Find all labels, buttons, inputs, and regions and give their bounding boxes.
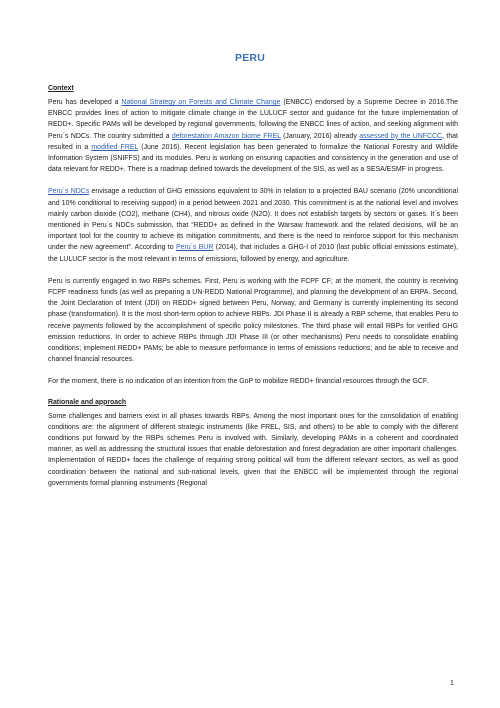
link-peru-ndcs[interactable]: Peru´s NDCs — [48, 188, 90, 196]
text-run: envisage a reduction of GHG emissions equivalent to 30% in relation to a projected BAU scenario (20% unconditional and 10% conditional to receiving support) in a period between 2021 and 2030. This commitment is at the national level and involves mainly carbon dioxide (CO2), methane (CH4), and nitrous oxide (N2O). It does not establish targets by sectors or gases. It´s been mentioned in Peru´s NDCs submission, that “REDD+ as defined in the Warsaw framework and the related decisions, will be an important tool for the country to achieve its mitigation commitments, and there is the need to reinforce support for this mechanism under the new agreement”. According to — [48, 188, 458, 252]
text-run: Peru has developed a — [48, 99, 122, 106]
link-peru-bur[interactable]: Peru´s BUR — [175, 244, 214, 252]
text-run: , that resulted in a — [48, 132, 458, 151]
link-modified-frel[interactable]: modified FREL — [91, 143, 139, 151]
paragraph-rbps: Peru is currently engaged in two RBPs schemes. First, Peru is working with the FCPF CF; at the moment, the country is receiving FCPF readiness funds (as well as preparing a UN-REDD National Programme), and planning the development of an ERPA. Second, the Joint Declaration of Intent (JDI) on REDD+ signed between Peru, Norway, and Germany is currently implementing its second phase (transformation). It is the most short-term option to achieve RBPs. JDI Phase II is already a RBP scheme, that enables Peru to receive payments followed by the accomplishment of specific policy milestones. The third phase will entail RBPs for verified GHG emission reductions. In order to achieve RBPs through JDI Phase III (or other mechanisms) Peru needs to consolidate enabling conditions; implement REDD+ PAMs; be able to measure performance in terms of emissions reductions; and be able to receive and channel financial resources. — [48, 277, 458, 364]
text-run: (June 2016). Recent legislation has been generated to formalize the National Forestry and Wildlife Information System (SNIFFS) and its modules. Peru is working on ensuring capacities and consistency in the generation and use of data relevant for REDD+. There is a roadmap defined towards the development of the SIS, as well as a SESA/ESMF in progress. — [48, 143, 458, 174]
link-assessed-unfccc[interactable]: assessed by the UNFCCC — [359, 132, 443, 140]
rationale-heading: Rationale and approach — [48, 398, 127, 406]
link-deforestation-frel[interactable]: deforestation Amazon biome FREL — [171, 132, 281, 140]
text-run: (January, 2016) already — [280, 132, 360, 140]
context-heading: Context — [48, 85, 74, 92]
paragraph-rationale: Some challenges and barriers exist in all phases towards RBPs. Among the most important ones for the consolidation of enabling conditions are: the alignment of different strategic instruments (like FREL, SIS, and others) to be able to comply with the different conditions put forward by the RBPs schemes Peru is involved with. Similarly, developing PAMs in a coherent and coordinated manner, as well as addressing the structural issues that enable deforestation and forest degradation are other important challenges. Implementation of REDD+ faces the challenge of requiring strong political will from the different relevant sectors, as well as good coordination between the national and sub-national levels, given that the ENBCC will be implemented through the regional governments formal planning instruments (Regional — [48, 412, 458, 487]
paragraph-ndcs — [48, 186, 458, 264]
text-run: (2014), that includes a GHG-I of 2010 (last public official emissions estimate), the LULUCF sector is the most relevant in terms of emissions, followed by energy, and agriculture. — [48, 244, 458, 263]
paragraph-context — [48, 97, 458, 175]
page-number: 1 — [450, 680, 454, 687]
page-title: PERU — [235, 52, 265, 64]
link-national-strategy[interactable]: National Strategy on Forests and Climate Change — [121, 99, 281, 106]
document-body — [48, 76, 458, 500]
paragraph-gcf: For the moment, there is no indication of an intention from the GoP to mobilize REDD+ financial resources through the GCF. — [48, 378, 429, 386]
text-run: (ENBCC) endorsed by a Supreme Decree in 2016.The ENBCC provides lines of action to mitigate climate change in the LULUCF sector and guidance for the future implementation of REDD+. Specific PAMs will be developed by regional governments, following the ENBCC lines of action, and seeking alignment with Peru´s NDCs. The country submitted a — [48, 99, 458, 140]
